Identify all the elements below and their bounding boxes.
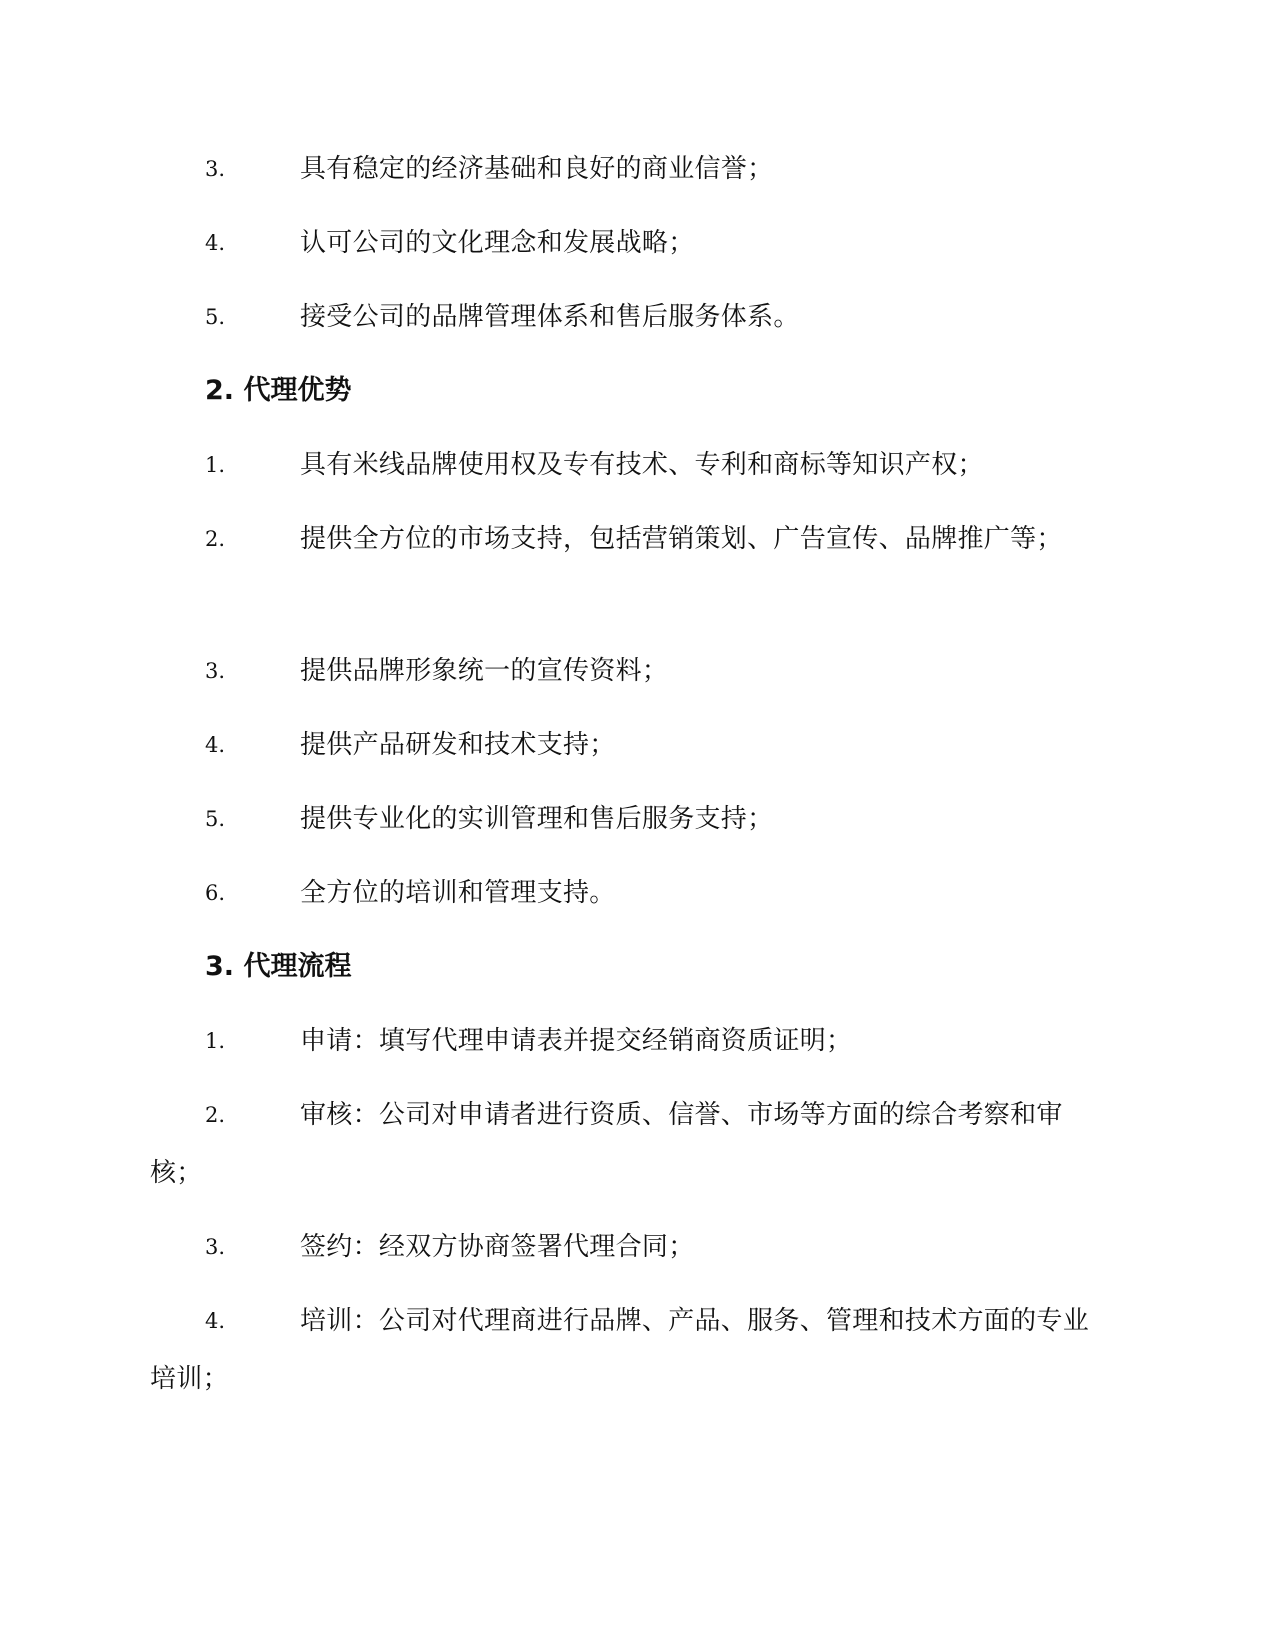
list-number: 4.: [205, 733, 226, 757]
list-text: 提供专业化的实训管理和售后服务支持；: [300, 804, 774, 834]
list-number: 5.: [205, 305, 226, 329]
list-item: [150, 864, 1110, 922]
list-number: 2.: [205, 1103, 226, 1127]
list-item: [150, 642, 1110, 700]
list-text: 提供品牌形象统一的宣传资料；: [300, 656, 669, 686]
list-item: [150, 1012, 1110, 1070]
list-text: 审核：公司对申请者进行资质、信誉、市场等方面的综合考察和审核；: [150, 1100, 1063, 1188]
list-item: [150, 790, 1110, 848]
list-number: 5.: [205, 807, 226, 831]
list-text: 签约：经双方协商签署代理合同；: [300, 1232, 695, 1262]
list-item: [150, 140, 1110, 198]
section-heading: 2. 代理优势: [205, 375, 352, 406]
list-number: 4.: [205, 231, 226, 255]
section-heading: 3. 代理流程: [205, 951, 352, 982]
list-item: [150, 436, 1110, 494]
list-item: [150, 214, 1110, 272]
list-number: 2.: [205, 527, 226, 551]
list-number: 1.: [205, 453, 226, 477]
list-number: 3.: [205, 659, 226, 683]
list-number: 6.: [205, 881, 226, 905]
list-text: 全方位的培训和管理支持。: [300, 878, 616, 908]
list-number: 1.: [205, 1029, 226, 1053]
list-text: 申请：填写代理申请表并提交经销商资质证明；: [300, 1026, 853, 1056]
list-text: 提供产品研发和技术支持；: [300, 730, 616, 760]
list-number: 3.: [205, 157, 226, 181]
list-text: 接受公司的品牌管理体系和售后服务体系。: [300, 302, 800, 332]
list-item: [150, 1086, 1110, 1202]
list-number: 3.: [205, 1235, 226, 1259]
list-text: 认可公司的文化理念和发展战略；: [300, 228, 695, 258]
list-item: [150, 1292, 1110, 1408]
list-item: [150, 510, 1110, 568]
list-text: 具有米线品牌使用权及专有技术、专利和商标等知识产权；: [300, 450, 984, 480]
list-text: 具有稳定的经济基础和良好的商业信誉；: [300, 154, 774, 184]
list-text: 培训：公司对代理商进行品牌、产品、服务、管理和技术方面的专业培训；: [150, 1306, 1090, 1394]
list-item: [150, 716, 1110, 774]
list-text: 提供全方位的市场支持，包括营销策划、广告宣传、品牌推广等；: [300, 524, 1063, 554]
list-number: 4.: [205, 1309, 226, 1333]
list-item: [150, 1218, 1110, 1276]
list-item: [150, 288, 1110, 346]
